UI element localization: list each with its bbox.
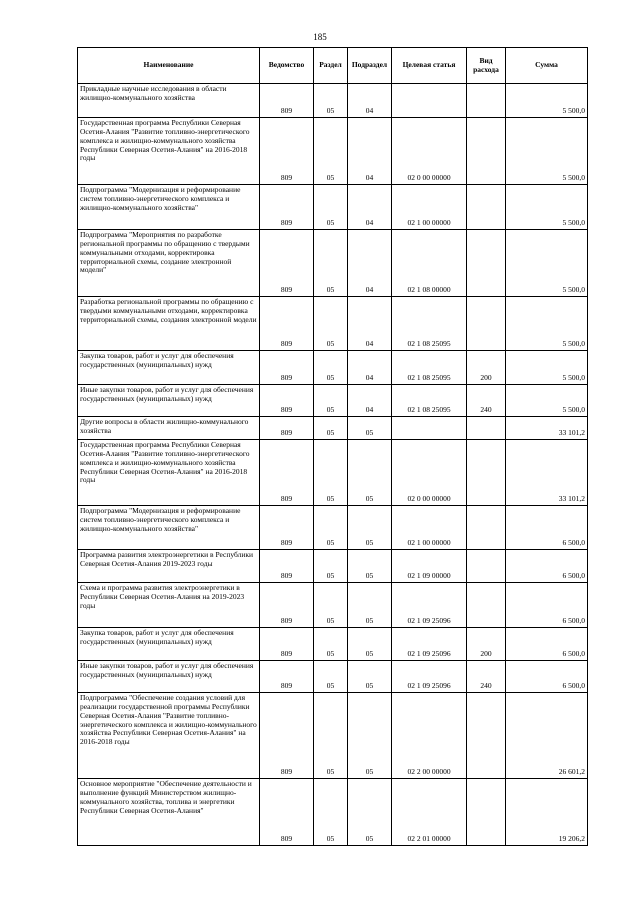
row-sum: 5 500,0 xyxy=(506,351,588,385)
row-dept: 809 xyxy=(260,661,314,693)
row-subsection: 05 xyxy=(348,550,392,583)
row-expense-type: 240 xyxy=(467,661,506,693)
row-target: 02 1 09 25096 xyxy=(392,661,467,693)
row-section: 05 xyxy=(314,550,348,583)
row-sum: 6 500,0 xyxy=(506,583,588,628)
row-subsection: 04 xyxy=(348,118,392,185)
row-name: Закупка товаров, работ и услуг для обеспечения государственных (муниципальных) нужд xyxy=(78,351,260,385)
row-target xyxy=(392,84,467,118)
row-dept: 809 xyxy=(260,583,314,628)
row-name: Программа развития электроэнергетики в Республики Северная Осетия-Алания 2019-2023 годы xyxy=(78,550,260,583)
row-expense-type xyxy=(467,693,506,779)
row-expense-type xyxy=(467,297,506,351)
row-name: Иные закупки товаров, работ и услуг для обеспечения государственных (муниципальных) нужд xyxy=(78,385,260,417)
table-row xyxy=(78,628,588,661)
row-subsection: 05 xyxy=(348,693,392,779)
row-target: 02 2 00 00000 xyxy=(392,693,467,779)
row-subsection: 04 xyxy=(348,185,392,230)
row-sum: 5 500,0 xyxy=(506,118,588,185)
row-name: Основное мероприятие "Обеспечение деятельности и выполнение функций Министерством жилищно-коммунального хозяйства, топлива и энергетики Республики Северная Осетия-Алания" xyxy=(78,779,260,846)
row-name: Схема и программа развития электроэнергетики в Республики Северная Осетия-Алания на 2019-2023 годы xyxy=(78,583,260,628)
row-dept: 809 xyxy=(260,385,314,417)
row-section: 05 xyxy=(314,440,348,506)
row-expense-type xyxy=(467,779,506,846)
row-dept: 809 xyxy=(260,118,314,185)
row-subsection: 04 xyxy=(348,385,392,417)
table-row xyxy=(78,297,588,351)
header-section: Раздел xyxy=(314,48,348,84)
row-name: Закупка товаров, работ и услуг для обеспечения государственных (муниципальных) нужд xyxy=(78,628,260,661)
row-name: Государственная программа Республики Северная Осетия-Алания "Развитие топливно-энергетического комплекса и жилищно-коммунального хозяйства Республики Северная Осетия-Алания" на 2016-2018 годы xyxy=(78,440,260,506)
row-name: Подпрограмма "Модернизация и реформирование систем топливно-энергетического комплекса и жилищно-коммунального хозяйства" xyxy=(78,506,260,550)
row-expense-type: 240 xyxy=(467,385,506,417)
row-section: 05 xyxy=(314,779,348,846)
row-name: Разработка региональной программы по обращению с твердыми коммунальными отходами, корректировка территориальной схемы, создания электронной модели xyxy=(78,297,260,351)
row-section: 05 xyxy=(314,506,348,550)
table-row xyxy=(78,417,588,440)
row-sum: 5 500,0 xyxy=(506,230,588,297)
table-row xyxy=(78,693,588,779)
header-subsection: Подраздел xyxy=(348,48,392,84)
row-sum: 33 101,2 xyxy=(506,417,588,440)
row-dept: 809 xyxy=(260,351,314,385)
header-row xyxy=(78,48,588,84)
row-dept: 809 xyxy=(260,440,314,506)
table-row xyxy=(78,661,588,693)
row-subsection: 04 xyxy=(348,230,392,297)
row-subsection: 04 xyxy=(348,84,392,118)
row-expense-type xyxy=(467,185,506,230)
row-sum: 5 500,0 xyxy=(506,84,588,118)
row-section: 05 xyxy=(314,351,348,385)
table-row xyxy=(78,385,588,417)
row-subsection: 05 xyxy=(348,661,392,693)
row-target: 02 1 08 25095 xyxy=(392,351,467,385)
row-target: 02 1 09 00000 xyxy=(392,550,467,583)
row-sum: 6 500,0 xyxy=(506,506,588,550)
row-dept: 809 xyxy=(260,230,314,297)
row-target: 02 1 08 00000 xyxy=(392,230,467,297)
row-sum: 6 500,0 xyxy=(506,550,588,583)
row-target: 02 1 00 00000 xyxy=(392,506,467,550)
row-subsection: 05 xyxy=(348,417,392,440)
table-row xyxy=(78,185,588,230)
row-section: 05 xyxy=(314,583,348,628)
row-subsection: 05 xyxy=(348,779,392,846)
row-dept: 809 xyxy=(260,506,314,550)
row-sum: 5 500,0 xyxy=(506,297,588,351)
header-name: Наименование xyxy=(78,48,260,84)
table-row xyxy=(78,550,588,583)
row-expense-type xyxy=(467,417,506,440)
table-row xyxy=(78,351,588,385)
row-target: 02 1 09 25096 xyxy=(392,628,467,661)
row-target: 02 1 00 00000 xyxy=(392,185,467,230)
header-dept: Ведомство xyxy=(260,48,314,84)
row-sum: 5 500,0 xyxy=(506,185,588,230)
row-dept: 809 xyxy=(260,550,314,583)
row-section: 05 xyxy=(314,118,348,185)
row-sum: 6 500,0 xyxy=(506,628,588,661)
row-subsection: 05 xyxy=(348,506,392,550)
row-dept: 809 xyxy=(260,779,314,846)
table-row xyxy=(78,230,588,297)
row-expense-type: 200 xyxy=(467,351,506,385)
row-subsection: 05 xyxy=(348,583,392,628)
row-target: 02 1 08 25095 xyxy=(392,385,467,417)
table-row xyxy=(78,779,588,846)
row-dept: 809 xyxy=(260,417,314,440)
row-target: 02 2 01 00000 xyxy=(392,779,467,846)
row-subsection: 05 xyxy=(348,440,392,506)
row-sum: 33 101,2 xyxy=(506,440,588,506)
table-row xyxy=(78,506,588,550)
row-section: 05 xyxy=(314,84,348,118)
row-dept: 809 xyxy=(260,185,314,230)
row-expense-type xyxy=(467,118,506,185)
row-sum: 5 500,0 xyxy=(506,385,588,417)
row-name: Подпрограмма "Модернизация и реформирование систем топливно-энергетического комплекса и жилищно-коммунального хозяйства" xyxy=(78,185,260,230)
row-subsection: 04 xyxy=(348,351,392,385)
row-expense-type xyxy=(467,84,506,118)
row-sum: 19 206,2 xyxy=(506,779,588,846)
row-dept: 809 xyxy=(260,693,314,779)
row-section: 05 xyxy=(314,185,348,230)
row-subsection: 04 xyxy=(348,297,392,351)
row-section: 05 xyxy=(314,297,348,351)
row-expense-type xyxy=(467,506,506,550)
row-section: 05 xyxy=(314,417,348,440)
row-name: Прикладные научные исследования в области жилищно-коммунального хозяйства xyxy=(78,84,260,118)
row-name: Подпрограмма "Мероприятия по разработке региональной программы по обращению с твердыми коммунальными отходами, корректировка территориальной схемы, создание электронной модели" xyxy=(78,230,260,297)
row-target: 02 1 08 25095 xyxy=(392,297,467,351)
row-expense-type xyxy=(467,550,506,583)
row-dept: 809 xyxy=(260,297,314,351)
row-target: 02 0 00 00000 xyxy=(392,118,467,185)
row-section: 05 xyxy=(314,693,348,779)
row-target: 02 1 09 25096 xyxy=(392,583,467,628)
row-section: 05 xyxy=(314,230,348,297)
row-expense-type xyxy=(467,583,506,628)
row-sum: 26 601,2 xyxy=(506,693,588,779)
row-target xyxy=(392,417,467,440)
row-name: Иные закупки товаров, работ и услуг для обеспечения государственных (муниципальных) нужд xyxy=(78,661,260,693)
table-row xyxy=(78,440,588,506)
row-subsection: 05 xyxy=(348,628,392,661)
row-section: 05 xyxy=(314,661,348,693)
header-sum: Сумма xyxy=(506,48,588,84)
row-dept: 809 xyxy=(260,628,314,661)
row-target: 02 0 00 00000 xyxy=(392,440,467,506)
header-target: Целевая статья xyxy=(392,48,467,84)
row-section: 05 xyxy=(314,385,348,417)
row-name: Государственная программа Республики Северная Осетия-Алания "Развитие топливно-энергетического комплекса и жилищно-коммунального хозяйства Республики Северная Осетия-Алания" на 2016-2018 годы xyxy=(78,118,260,185)
row-sum: 6 500,0 xyxy=(506,661,588,693)
page-number: 185 xyxy=(313,32,327,42)
row-name: Подпрограмма "Обеспечение создания условий для реализации государственной программы Республики Северная Осетия-Алания "Развитие топливно-энергетического комплекса и жилищно-коммунального хозяйства Республики Северная Осетия-Алания" на 2016-2018 годы xyxy=(78,693,260,779)
row-dept: 809 xyxy=(260,84,314,118)
table-row xyxy=(78,118,588,185)
table-row xyxy=(78,84,588,118)
row-expense-type: 200 xyxy=(467,628,506,661)
table-row xyxy=(78,583,588,628)
row-section: 05 xyxy=(314,628,348,661)
row-name: Другие вопросы в области жилищно-коммунального хозяйства xyxy=(78,417,260,440)
row-expense-type xyxy=(467,440,506,506)
budget-table xyxy=(77,47,588,846)
row-expense-type xyxy=(467,230,506,297)
header-expense-type: Вид расхода xyxy=(467,48,506,84)
